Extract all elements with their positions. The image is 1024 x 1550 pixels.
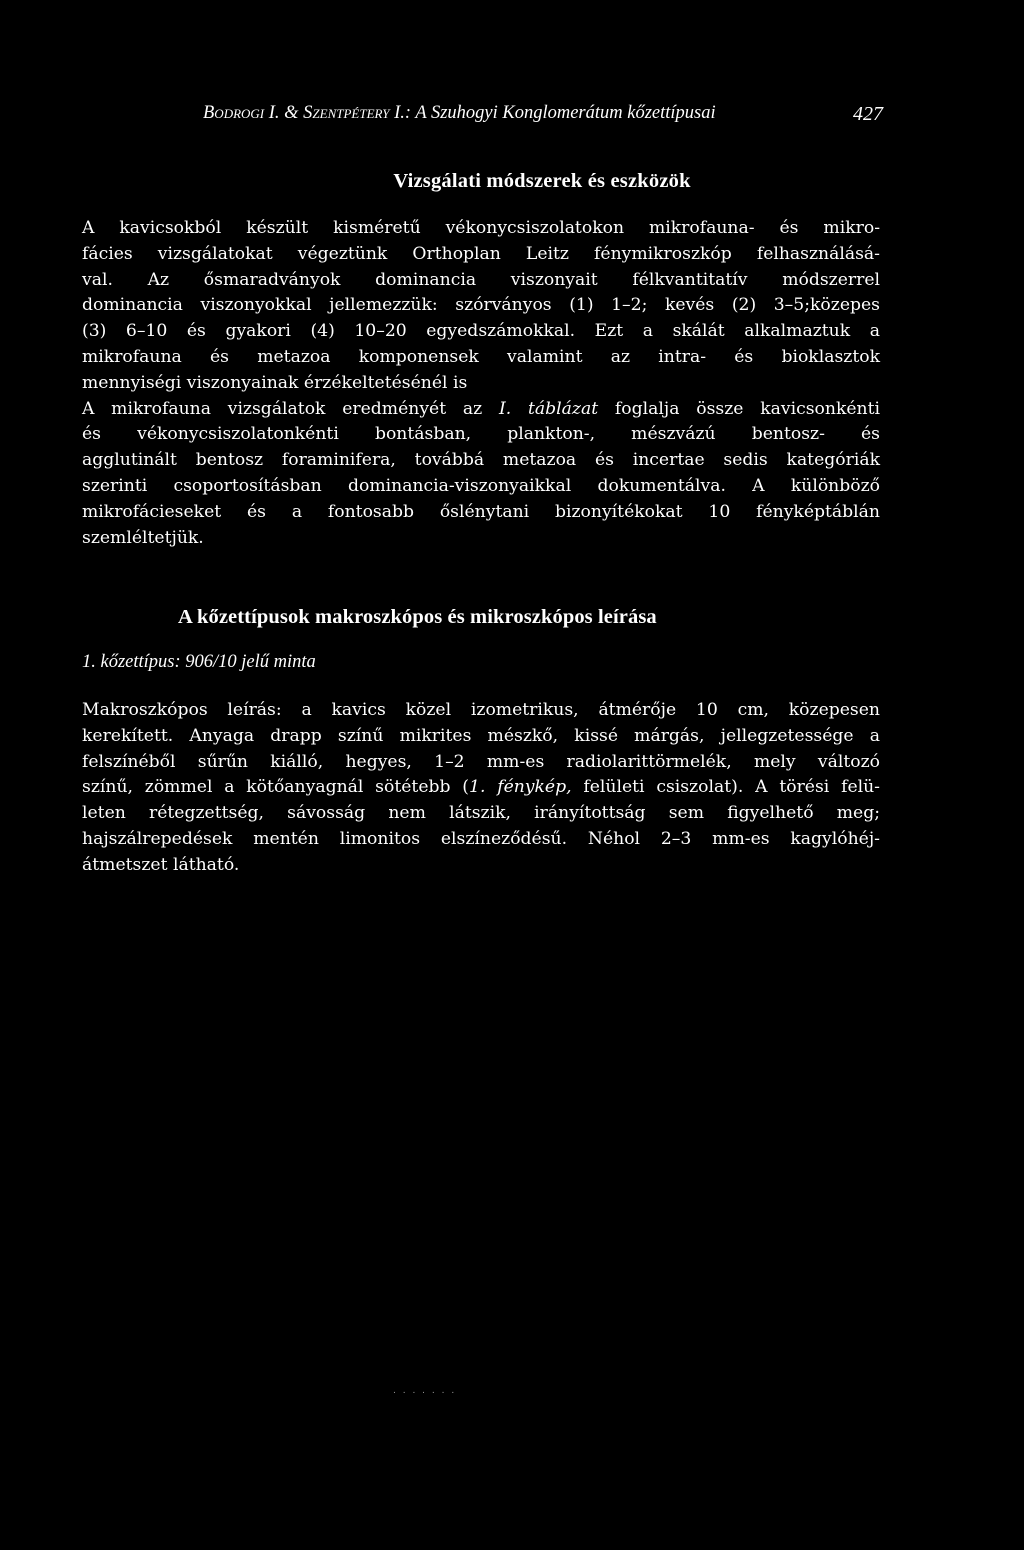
methods-paragraph <box>82 216 880 551</box>
text-line: hajszálrepedések mentén limonitos elszíneződésű. Néhol 2–3 mm-es kagylóhéj- <box>82 828 880 849</box>
text-line <box>82 397 880 423</box>
text-line: mennyiségi viszonyainak érzékeltetésénél is <box>82 372 468 393</box>
text-line: mikrofauna és metazoa komponensek valamint az intra- és bioklasztok <box>82 346 880 367</box>
running-header <box>203 103 883 133</box>
header-title: : A Szuhogyi Konglomerátum kőzettípusai <box>404 103 716 123</box>
text-line: val. Az ősmaradványok dominancia viszonyait félkvantitatív módszerrel <box>82 269 880 290</box>
running-title <box>203 103 716 124</box>
text-line: dominancia viszonyokkal jellemezzük: szórványos (1) 1–2; kevés (2) 3–5;közepes <box>82 295 880 316</box>
macroscopic-paragraph <box>82 698 880 879</box>
scan-artifact-dots: . . . . . . . <box>393 1386 457 1396</box>
text-line: A kavicsokból készült kisméretű vékonycsiszolatokon mikrofauna- és mikro- <box>82 218 880 238</box>
text-line: fácies vizsgálatokat végeztünk Orthoplan Leitz fénymikroszkóp felhasználásá- <box>82 243 880 264</box>
text-line <box>82 775 880 801</box>
text-line: szerinti csoportosításban dominancia-viszonyaikkal dokumentálva. A különböző <box>82 475 880 496</box>
text-line: agglutinált bentosz foraminifera, továbbá metazoa és incertae sedis kategóriák <box>82 450 880 471</box>
text-run: színű, zömmel a kötőanyagnál sötétebb ( <box>82 777 470 798</box>
text-line: leten rétegzettség, sávosság nem látszik, irányítottság sem figyelhető meg; <box>82 803 880 824</box>
text-run: A mikrofauna vizsgálatok eredményét az <box>82 398 499 419</box>
text-line: Makroszkópos leírás: a kavics közel izometrikus, átmérője 10 cm, közepesen <box>82 700 880 720</box>
text-line: kerekített. Anyaga drapp színű mikrites mészkő, kissé márgás, jellegzetessége a <box>82 725 880 746</box>
text-line: (3) 6–10 és gyakori (4) 10–20 egyedszámokkal. Ezt a skálát alkalmaztuk a <box>82 321 880 342</box>
text-line: mikrofácieseket és a fontosabb őslénytani bizonyítékokat 10 fényképtáblán <box>82 501 880 522</box>
rock-type-subtitle: 1. kőzettípus: 906/10 jelű minta <box>82 652 316 672</box>
page-number: 427 <box>853 103 883 125</box>
text-line: átmetszet látható. <box>82 854 240 875</box>
photo-reference: 1. fénykép, <box>469 777 572 798</box>
text-run: felületi csiszolat). A törési felü- <box>571 777 880 798</box>
header-authors: Bodrogi I. & Szentpétery I. <box>203 103 405 123</box>
text-line: felszínéből sűrűn kiálló, hegyes, 1–2 mm-es radiolarittörmelék, mely változó <box>82 751 880 772</box>
text-line: szemléltetjük. <box>82 527 204 548</box>
text-run: foglalja össze kavicsonkénti <box>598 398 880 419</box>
section-title-descriptions: A kőzettípusok makroszkópos és mikroszkópos leírása <box>178 606 657 628</box>
table-reference: I. táblázat <box>499 398 599 419</box>
section-title-methods: Vizsgálati módszerek és eszközök <box>393 170 691 192</box>
text-line: és vékonycsiszolatonkénti bontásban, plankton-, mészvázú bentosz- és <box>82 424 880 445</box>
